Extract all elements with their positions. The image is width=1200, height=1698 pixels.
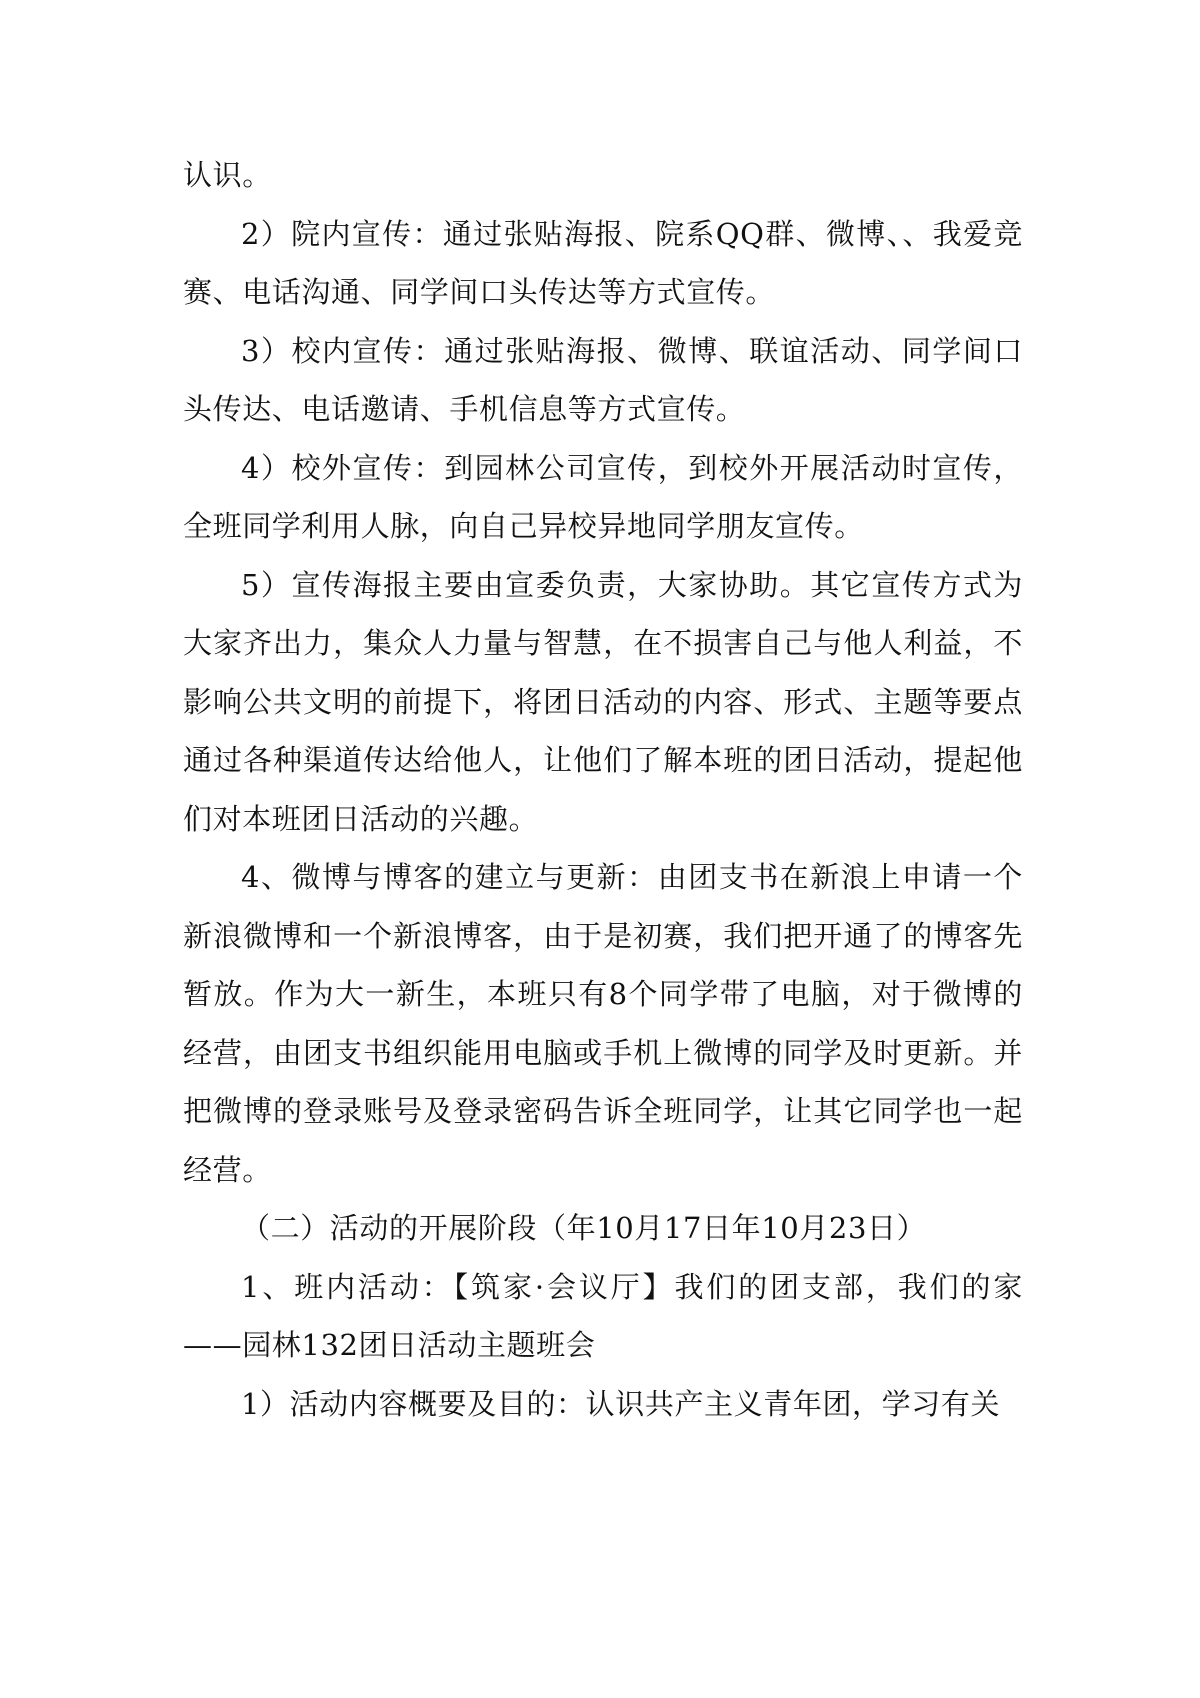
- paragraph-off-campus-publicity: 4）校外宣传：到园林公司宣传，到校外开展活动时宣传，全班同学利用人脉，向自己异校异地同学朋友宣传。: [183, 450, 1023, 543]
- paragraph-campus-department-publicity: 2）院内宣传：通过张贴海报、院系QQ群、微博、、我爱竞赛、电话沟通、同学间口头传达等方式宣传。: [183, 216, 1023, 309]
- paragraph-continuation: 认识。: [183, 158, 272, 192]
- paragraph-class-activity: 1、班内活动：【筑家·会议厅】我们的团支部，我们的家——园林132团日活动主题班会: [183, 1269, 1023, 1362]
- paragraph-poster-publicity: 5）宣传海报主要由宣委负责，大家协助。其它宣传方式为大家齐出力，集众人力量与智慧，在不损害自己与他人利益，不影响公共文明的前提下，将团日活动的内容、形式、主题等要点通过各种渠道传达给他人，让他们了解本班的团日活动，提起他们对本班团日活动的兴趣。: [183, 567, 1023, 836]
- section-heading-activity-stage: （二）活动的开展阶段（年10月17日年10月23日）: [241, 1211, 927, 1245]
- paragraph-activity-summary: 1）活动内容概要及目的：认识共产主义青年团，学习有关: [241, 1386, 1001, 1421]
- paragraph-school-publicity: 3）校内宣传：通过张贴海报、微博、联谊活动、同学间口头传达、电话邀请、手机信息等方式宣传。: [183, 333, 1023, 426]
- paragraph-weibo-blog: 4、微博与博客的建立与更新：由团支书在新浪上申请一个新浪微博和一个新浪博客，由于是初赛，我们把开通了的博客先暂放。作为大一新生，本班只有8个同学带了电脑，对于微博的经营，由团支书组织能用电脑或手机上微博的同学及时更新。并把微博的登录账号及登录密码告诉全班同学，让其它同学也一起经营。: [183, 860, 1023, 1187]
- document-body: [183, 146, 1023, 1433]
